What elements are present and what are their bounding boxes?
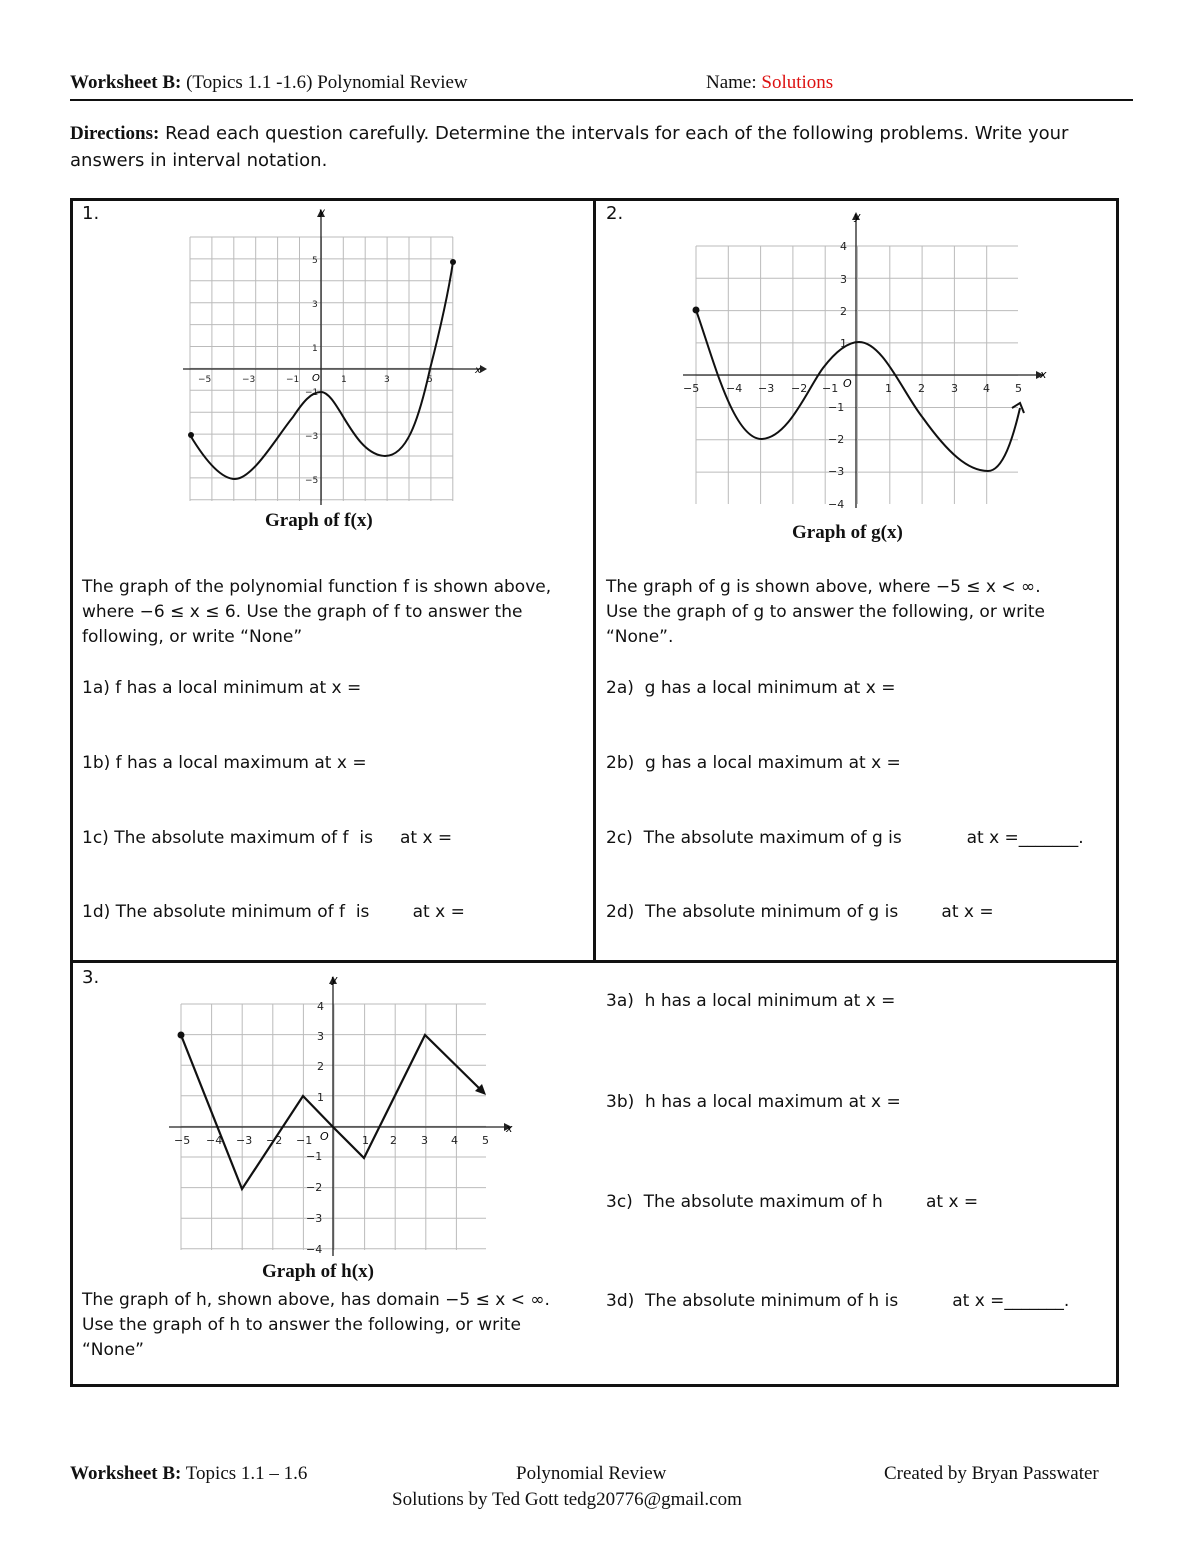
h-tick-y: 4 xyxy=(317,1000,324,1013)
problem-3-description-line: “None” xyxy=(82,1340,144,1360)
h-tick-x: 4 xyxy=(451,1134,458,1147)
graph-g xyxy=(678,208,1058,513)
f-tick-y: 3 xyxy=(312,300,318,310)
h-tick-y: −3 xyxy=(306,1212,323,1225)
f-tick-x: −3 xyxy=(242,375,256,385)
problem-1-number: 1. xyxy=(82,203,100,224)
directions-text: Read each question carefully. Determine the intervals for each of the following problems. Write your answers in interval notation. xyxy=(70,123,1069,171)
f-x-axis-label: x xyxy=(475,365,481,376)
g-tick-x: 4 xyxy=(983,382,990,395)
h-curve xyxy=(181,1035,483,1189)
problem-3-number: 3. xyxy=(82,967,100,988)
g-tick-y: −4 xyxy=(828,498,845,511)
g-tick-y: 2 xyxy=(840,305,847,318)
footer-author: Created by Bryan Passwater xyxy=(884,1463,1099,1484)
h-y-axis-label: y xyxy=(331,973,338,986)
f-tick-x: 5 xyxy=(427,375,433,385)
table-divider-vertical xyxy=(593,198,596,962)
worksheet-title-bold: Worksheet B: xyxy=(70,72,182,93)
g-tick-x: 2 xyxy=(918,382,925,395)
h-tick-x: 5 xyxy=(482,1134,489,1147)
h-x-axis-label: x xyxy=(506,1122,513,1135)
problem-1-description-line: where −6 ≤ x ≤ 6. Use the graph of f to answer the xyxy=(82,602,523,622)
question-3b: 3b) h has a local maximum at x = xyxy=(606,1092,901,1112)
f-endpoint-left xyxy=(188,432,194,438)
problem-2-description xyxy=(606,575,1111,650)
f-tick-x: 1 xyxy=(341,375,347,385)
footer-topics: Topics 1.1 – 1.6 xyxy=(185,1463,308,1484)
graph-h-caption: Graph of h(x) xyxy=(262,1261,374,1282)
problem-3-description xyxy=(82,1288,582,1363)
question-2c: 2c) The absolute maximum of g is at x =_______. xyxy=(606,828,1084,848)
worksheet-header xyxy=(70,72,1132,100)
directions xyxy=(70,120,1100,174)
f-tick-x: −5 xyxy=(198,375,212,385)
question-1d: 1d) The absolute minimum of f is at x = xyxy=(82,902,465,922)
g-x-axis-label: x xyxy=(1040,368,1047,381)
f-tick-y: 1 xyxy=(312,344,318,354)
h-tick-x: 3 xyxy=(421,1134,428,1147)
problem-3-description-line: Use the graph of h to answer the following, or write xyxy=(82,1315,521,1335)
f-tick-x: −1 xyxy=(286,375,300,385)
question-2d: 2d) The absolute minimum of g is at x = xyxy=(606,902,994,922)
g-tick-y: 3 xyxy=(840,273,847,286)
graph-f-caption: Graph of f(x) xyxy=(265,510,373,531)
g-y-axis-label: y xyxy=(854,210,861,223)
table-divider-horizontal xyxy=(70,960,1119,963)
g-tick-x: −4 xyxy=(726,382,743,395)
question-3d: 3d) The absolute minimum of h is at x =_______. xyxy=(606,1291,1070,1311)
g-tick-y: −3 xyxy=(828,465,845,478)
g-tick-x: 3 xyxy=(951,382,958,395)
h-tick-x: −1 xyxy=(296,1134,313,1147)
footer-credit: Solutions by Ted Gott tedg20776@gmail.com xyxy=(392,1489,742,1510)
f-y-axis-label: y xyxy=(319,207,325,218)
h-tick-x: −5 xyxy=(174,1134,191,1147)
name-label: Name: xyxy=(706,72,757,93)
question-1b: 1b) f has a local maximum at x = xyxy=(82,753,367,773)
f-tick-x: 3 xyxy=(384,375,390,385)
problem-1-description-line: The graph of the polynomial function f is shown above, xyxy=(82,577,552,597)
g-tick-y: 4 xyxy=(840,240,847,253)
footer-left xyxy=(70,1463,307,1485)
directions-label: Directions: xyxy=(70,123,160,144)
f-tick-y: 5 xyxy=(312,256,318,266)
question-1a: 1a) f has a local minimum at x = xyxy=(82,678,362,698)
h-tick-y: 3 xyxy=(317,1030,324,1043)
h-tick-x: −4 xyxy=(206,1134,223,1147)
problem-1-description xyxy=(82,575,582,650)
question-2a: 2a) g has a local minimum at x = xyxy=(606,678,896,698)
name-value: Solutions xyxy=(761,72,834,93)
h-tick-y: −4 xyxy=(306,1243,323,1256)
f-tick-y: −3 xyxy=(305,432,319,442)
h-tick-y: 1 xyxy=(317,1091,324,1104)
g-origin-label: O xyxy=(843,377,852,390)
problem-2-description-line: “None”. xyxy=(606,627,674,647)
g-tick-y: −2 xyxy=(828,433,845,446)
f-tick-y: −5 xyxy=(305,476,319,486)
g-tick-x: −5 xyxy=(683,382,700,395)
h-origin-label: O xyxy=(320,1130,329,1143)
graph-g-caption: Graph of g(x) xyxy=(792,522,903,543)
g-tick-x: −2 xyxy=(791,382,808,395)
question-2b: 2b) g has a local maximum at x = xyxy=(606,753,901,773)
problem-2-description-line: The graph of g is shown above, where −5 ≤ x < ∞. xyxy=(606,577,1041,597)
name-field xyxy=(706,72,833,94)
h-tick-y: −1 xyxy=(306,1150,323,1163)
h-tick-x: −2 xyxy=(266,1134,283,1147)
h-tick-x: 1 xyxy=(362,1134,369,1147)
problem-2-description-line: Use the graph of g to answer the following, or write xyxy=(606,602,1045,622)
worksheet-title: (Topics 1.1 -1.6) Polynomial Review xyxy=(186,72,468,93)
question-3a: 3a) h has a local minimum at x = xyxy=(606,991,896,1011)
g-tick-y: 1 xyxy=(840,337,847,350)
f-endpoint-right xyxy=(450,259,456,265)
footer-title-bold: Worksheet B: xyxy=(70,1463,182,1484)
h-tick-y: −2 xyxy=(306,1181,323,1194)
problem-3-description-line: The graph of h, shown above, has domain −5 ≤ x < ∞. xyxy=(82,1290,550,1310)
problem-2-number: 2. xyxy=(606,203,624,224)
g-tick-y: −1 xyxy=(828,401,845,414)
h-tick-y: 2 xyxy=(317,1060,324,1073)
h-tick-x: 2 xyxy=(390,1134,397,1147)
f-origin-label: O xyxy=(312,373,320,384)
question-1c: 1c) The absolute maximum of f is at x = xyxy=(82,828,453,848)
h-endpoint-left xyxy=(178,1032,185,1039)
h-tick-x: −3 xyxy=(236,1134,253,1147)
g-tick-x: 5 xyxy=(1015,382,1022,395)
f-tick-y: −1 xyxy=(305,388,319,398)
g-endpoint-left xyxy=(693,307,700,314)
graph-h xyxy=(166,970,526,1260)
header-rule xyxy=(70,99,1133,101)
g-tick-x: −1 xyxy=(822,382,839,395)
problem-1-description-line: following, or write “None” xyxy=(82,627,303,647)
graph-f xyxy=(178,205,488,510)
question-3c: 3c) The absolute maximum of h at x = xyxy=(606,1192,979,1212)
g-tick-x: −3 xyxy=(758,382,775,395)
footer-center: Polynomial Review xyxy=(516,1463,667,1484)
g-tick-x: 1 xyxy=(885,382,892,395)
